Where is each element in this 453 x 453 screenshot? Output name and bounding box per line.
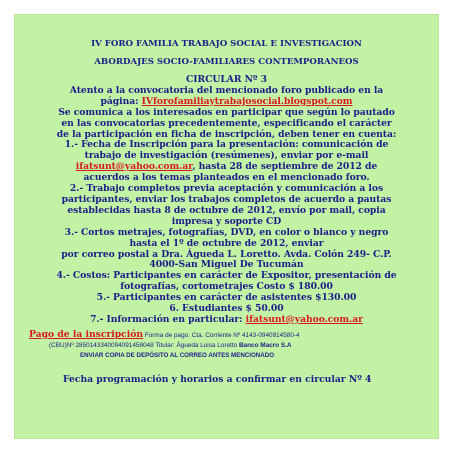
circular-line: 4.- Costos: Participantes en carácter de Expositor, presentación de <box>56 270 397 282</box>
payment-section <box>15 326 438 361</box>
payment-details: Forma de pago: Cta. Corriente Nº 4143-0940914580-4 <box>143 331 300 339</box>
page-label: página: <box>100 95 142 107</box>
email-link[interactable]: ifatsunt@yahoo.com.ar <box>75 161 193 173</box>
blog-link[interactable]: IVforofamiliaytrabajosocial.blogspot.com <box>141 95 353 107</box>
cbu-row <box>29 341 438 351</box>
circular-line: Se comunica a los interesados en participar que según lo pautado <box>58 106 395 118</box>
circular-line: fotografías, cortometrajes Costo $ 180.00 <box>120 281 333 293</box>
forum-title: IV FORO FAMILIA TRABAJO SOCIAL E INVESTIGACION <box>91 39 362 49</box>
deadline-text: , hasta 28 de septiembre de 2012 de <box>192 161 378 173</box>
email-link[interactable]: ifatsunt@yahoo.com.ar <box>245 313 363 325</box>
document-content <box>15 39 438 385</box>
circular-line: establecidas hasta 8 de octubre de 2012, envío por mail, copia <box>67 204 386 216</box>
circular-line: en las convocatorias precedentemente, especificando el carácter <box>61 117 392 129</box>
footer-note: Fecha programación y horarios a confirmar en circular Nº 4 <box>63 373 372 385</box>
circular-line: 1.- Fecha de Inscripción para la presentación: comunicación de <box>64 139 389 151</box>
circular-line: 2.- Trabajo completos previa aceptación y comunicación a los <box>69 183 384 195</box>
deposit-note: ENVIAR COPIA DE DEPÓSITO AL CORREO ANTES MENCIONADO <box>80 351 275 359</box>
circular-line: por correo postal a Dra. Águeda L. Loretto. Avda. Colón 249- C.P. <box>61 248 392 260</box>
circular-line: de la participación en ficha de inscripción, deben tener en cuenta: <box>56 128 397 140</box>
document-page <box>15 15 438 438</box>
bank-name: Banco Macro S.A <box>238 341 292 349</box>
circular-line: acuerdos a los temas planteados en el mencionado foro. <box>83 172 370 184</box>
circular-line: 4000-San Miguel De Tucumán <box>149 259 304 271</box>
circular-title: CIRCULAR Nº 3 <box>186 74 267 85</box>
circular-line: 6. Estudiantes $ 50.00 <box>169 303 284 315</box>
circular-body <box>15 75 438 326</box>
circular-line: trabajo de investigación (resúmenes), enviar por e-mail <box>84 150 369 162</box>
circular-line: 5.- Participantes en carácter de asistentes $130.00 <box>96 292 357 304</box>
forum-subtitle: ABORDAJES SOCIO-FAMILIARES CONTEMPORANEOS <box>94 57 359 67</box>
info-label: 7.- Información en particular: <box>90 313 246 325</box>
payment-row <box>29 326 438 341</box>
circular-line: hasta el 1º de octubre de 2012, enviar <box>129 237 324 249</box>
circular-line: Atento a la convocatoria del mencionado foro publicado en la <box>69 84 384 96</box>
circular-line <box>15 315 438 326</box>
circular-line: 3.- Cortos metrajes, fotografías, DVD, en color o blanco y negro <box>64 226 389 238</box>
circular-line: participantes, enviar los trabajos completos de acuerdo a pautas <box>61 193 392 205</box>
cbu-text: (CBU)Nº 2850143340094091458048 Titular: Águeda Luisa Loretto <box>49 341 239 349</box>
circular-line: impresa y soporte CD <box>171 215 282 227</box>
payment-label: Pago de la inscripción <box>29 328 144 340</box>
